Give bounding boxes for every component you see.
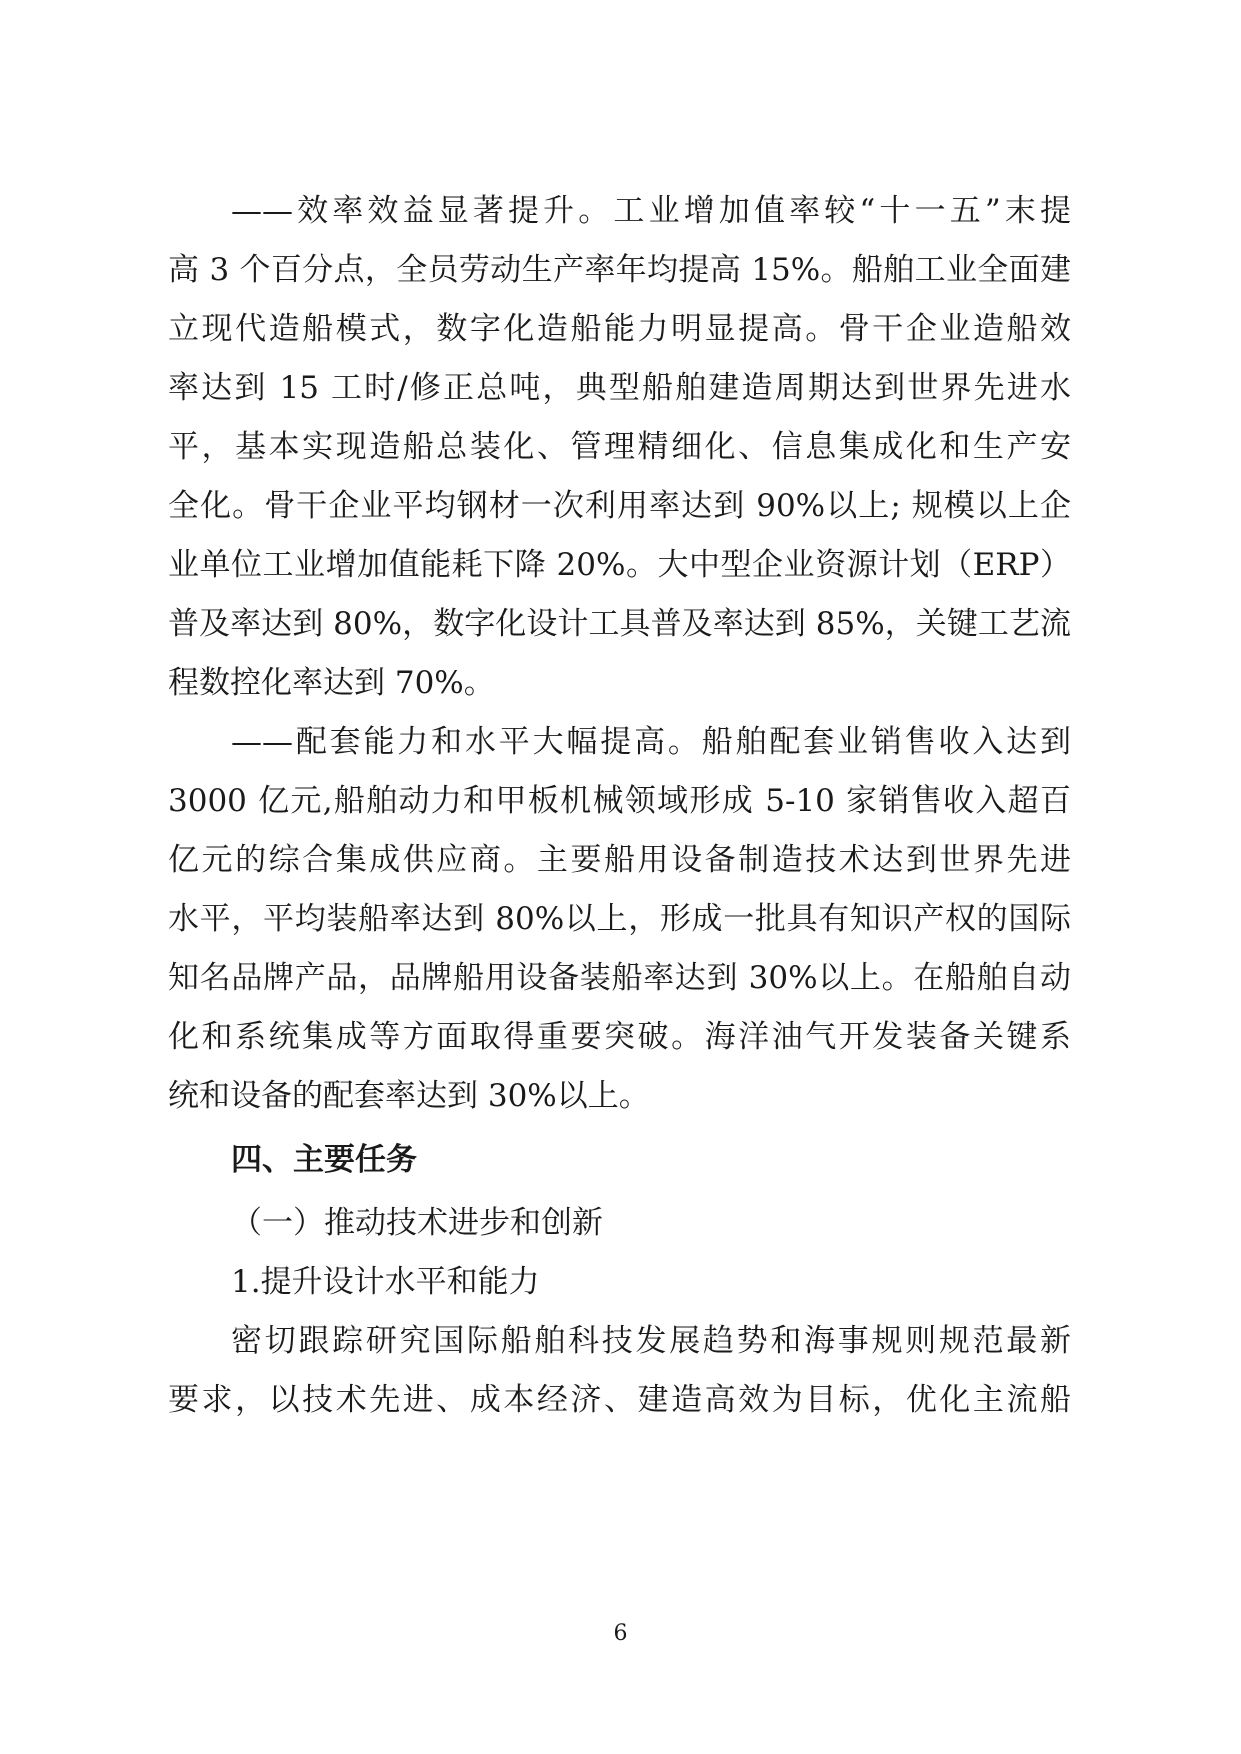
paragraph-3-line-1: 密切跟踪研究国际船舶科技发展趋势和海事规则规范最新 — [231, 1323, 1071, 1359]
paragraph-1-line-4: 率达到 15 工时/修正总吨，典型船舶建造周期达到世界先进水 — [168, 370, 1071, 406]
paragraph-2-line-2: 3000 亿元,船舶动力和甲板机械领域形成 5-10 家销售收入超百 — [168, 783, 1071, 819]
paragraph-2-line-1: ——配套能力和水平大幅提高。船舶配套业销售收入达到 — [231, 724, 1071, 760]
item-heading: 1.提升设计水平和能力 — [231, 1264, 540, 1300]
paragraph-1-line-9: 程数控化率达到 70%。 — [168, 665, 495, 701]
subsection-heading: （一）推动技术进步和创新 — [231, 1205, 603, 1241]
paragraph-1-line-8: 普及率达到 80%，数字化设计工具普及率达到 85%，关键工艺流 — [168, 606, 1071, 642]
paragraph-1-line-5: 平，基本实现造船总装化、管理精细化、信息集成化和生产安 — [168, 429, 1071, 465]
paragraph-3-line-2: 要求，以技术先进、成本经济、建造高效为目标，优化主流船 — [168, 1382, 1071, 1418]
paragraph-1-line-6: 全化。骨干企业平均钢材一次利用率达到 90%以上; 规模以上企 — [168, 488, 1071, 524]
section-heading: 四、主要任务 — [231, 1142, 417, 1178]
paragraph-2-line-3: 亿元的综合集成供应商。主要船用设备制造技术达到世界先进 — [168, 842, 1071, 878]
paragraph-2-line-4: 水平，平均装船率达到 80%以上，形成一批具有知识产权的国际 — [168, 901, 1071, 937]
paragraph-2-line-6: 化和系统集成等方面取得重要突破。海洋油气开发装备关键系 — [168, 1019, 1071, 1055]
paragraph-1-line-2: 高 3 个百分点，全员劳动生产率年均提高 15%。船舶工业全面建 — [168, 252, 1071, 288]
paragraph-1-line-7: 业单位工业增加值能耗下降 20%。大中型企业资源计划（ERP） — [168, 547, 1071, 583]
paragraph-1-line-1: ——效率效益显著提升。工业增加值率较“十一五”末提 — [231, 193, 1071, 229]
page-number: 6 — [613, 1621, 628, 1646]
paragraph-1-line-3: 立现代造船模式，数字化造船能力明显提高。骨干企业造船效 — [168, 311, 1071, 347]
paragraph-2-line-5: 知名品牌产品，品牌船用设备装船率达到 30%以上。在船舶自动 — [168, 960, 1071, 996]
paragraph-2-line-7: 统和设备的配套率达到 30%以上。 — [168, 1078, 650, 1114]
